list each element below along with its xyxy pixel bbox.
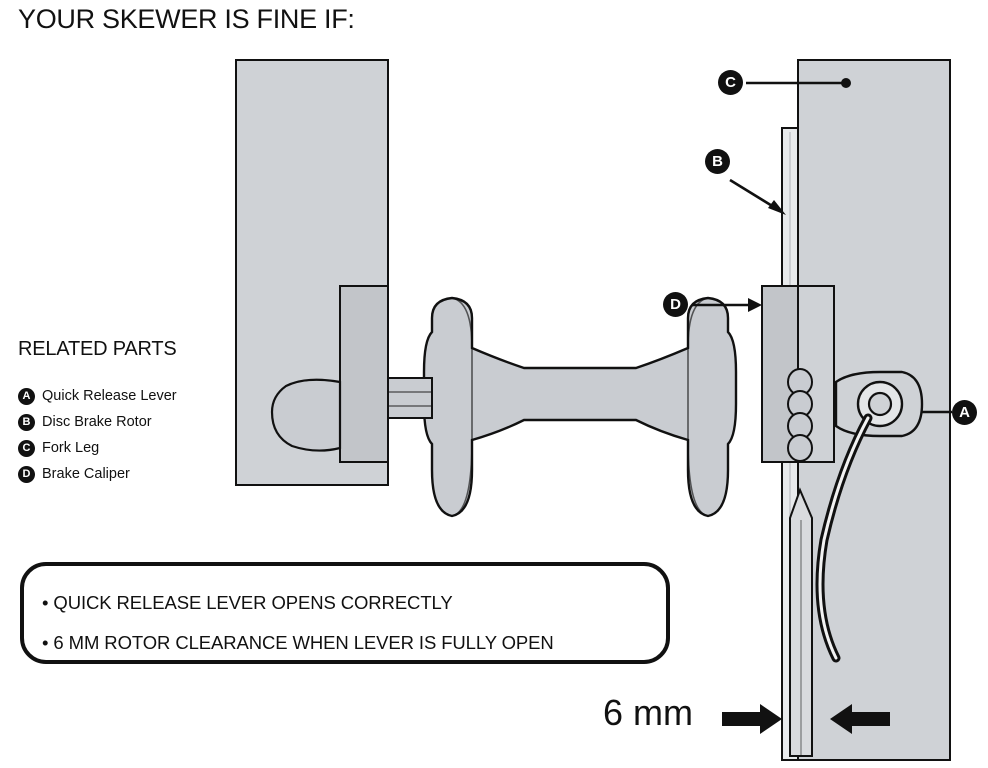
- dimension-label: 6 mm: [603, 692, 693, 733]
- callout-marker-d: D: [663, 292, 688, 317]
- note-line-2: • 6 MM ROTOR CLEARANCE WHEN LEVER IS FULLY OPEN: [42, 632, 554, 653]
- legend-label-b: Disc Brake Rotor: [42, 414, 152, 430]
- legend-label-a: Quick Release Lever: [42, 388, 177, 404]
- legend-bullet-a-icon: A: [18, 388, 35, 405]
- dropout-left: [340, 286, 388, 462]
- leader-arrow-d: [748, 298, 762, 312]
- axle-left-segment: [388, 378, 432, 418]
- callout-marker-c: C: [718, 70, 743, 95]
- legend-bullet-c-icon: C: [18, 440, 35, 457]
- note-line-1: • QUICK RELEASE LEVER OPENS CORRECTLY: [42, 592, 453, 613]
- legend-label-d: Brake Caliper: [42, 466, 130, 482]
- page-title: YOUR SKEWER IS FINE IF:: [18, 4, 355, 34]
- legend-heading: RELATED PARTS: [18, 338, 177, 360]
- lever-cam-inner: [869, 393, 891, 415]
- legend-bullet-d-icon: D: [18, 466, 35, 483]
- legend-bullet-b-icon: B: [18, 414, 35, 431]
- leader-dot-c: [841, 78, 851, 88]
- axle-end-cap: [272, 380, 340, 451]
- callout-marker-a: A: [952, 400, 977, 425]
- dimension-arrow-left: [722, 704, 782, 734]
- callout-marker-b: B: [705, 149, 730, 174]
- legend-label-c: Fork Leg: [42, 440, 100, 456]
